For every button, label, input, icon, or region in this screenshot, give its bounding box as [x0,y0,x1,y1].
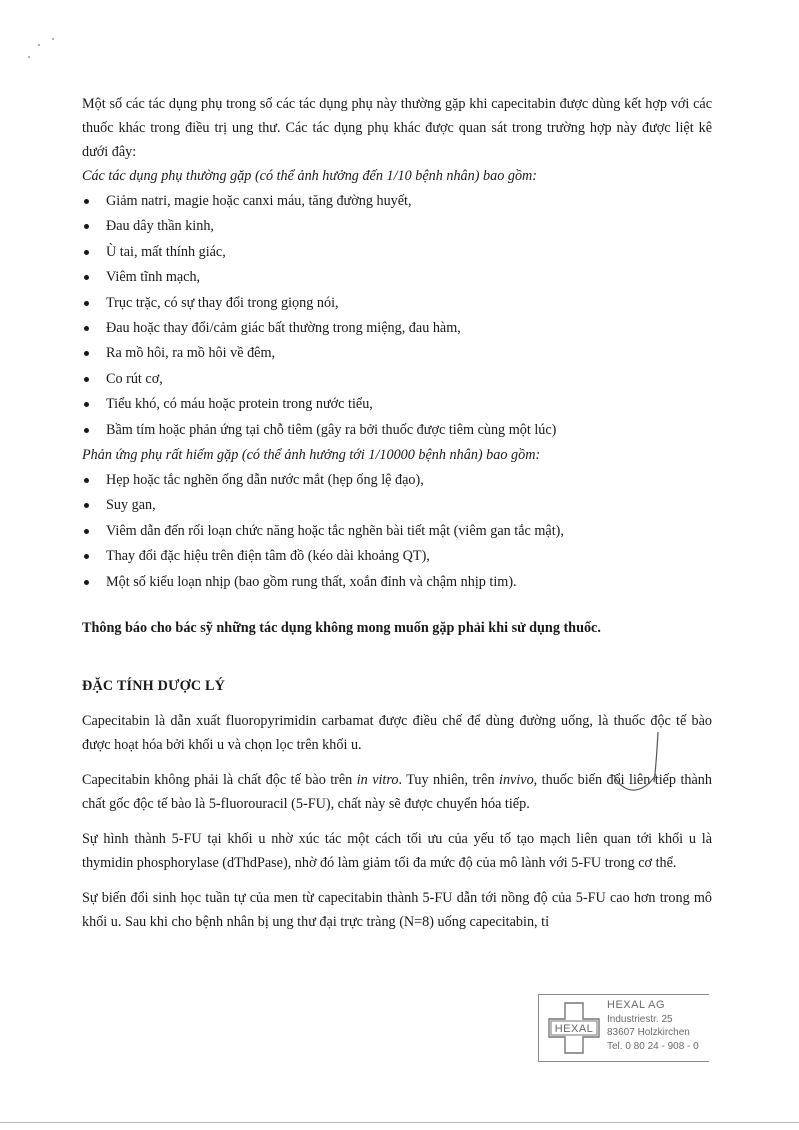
stamp-company: HEXAL AG [607,999,666,1011]
pharmacology-paragraph-4: Sự biến đổi sinh học tuần tự của men từ capecitabin thành 5-FU dẫn tới nồng độ của 5-FU cao hơn trong mô khối u. Sau khi cho bệnh nhân bị ung thư đại trực tràng (N=8) uống capecitabin, tỉ [82,890,712,931]
list-item-text: Đau hoặc thay đổi/cảm giác bất thường trong miệng, đau hàm, [106,320,461,337]
bullet-icon [84,301,89,306]
list-item [82,392,712,417]
section-heading: ĐẶC TÍNH DƯỢC LÝ [82,678,226,695]
pharmacology-paragraph-2: Capecitabin không phải là chất độc tế bào trên in vitro. Tuy nhiên, trên invivo, thuốc biến đổi liên tiếp thành chất gốc độc tế bào là 5-fluorouracil (5-FU), chất này sẽ được chuyển hóa tiếp. [82,772,712,813]
hexal-cross-logo [545,999,603,1057]
list-item-text: Viêm dẫn đến rối loạn chức năng hoặc tắc nghẽn bài tiết mật (viêm gan tắc mật), [106,522,564,539]
bullet-icon [84,224,89,229]
page-bottom-rule [0,1122,799,1123]
stamp-address [607,999,699,1053]
stamp-street: Industriestr. 25 [607,1013,673,1025]
list-item [82,240,712,265]
list-item-text: Ra mồ hôi, ra mồ hôi về đêm, [106,345,276,362]
bullet-icon [84,275,89,280]
stamp-city: 83607 Holzkirchen [607,1027,690,1038]
rare-effects-list [82,468,712,595]
list-item-text: Viêm tĩnh mạch, [106,269,201,286]
bullet-icon [84,529,89,534]
bullet-icon [84,478,89,483]
bullet-icon [84,428,89,433]
common-effects-list [82,189,712,443]
list-item-text: Co rút cơ, [106,370,163,387]
list-item-text: Tiểu khó, có máu hoặc protein trong nước tiểu, [106,396,373,413]
list-item [82,418,712,443]
list-item [82,316,712,341]
common-effects-heading: Các tác dụng phụ thường gặp (có thể ảnh hưởng đến 1/10 bệnh nhân) bao gồm: [82,168,538,184]
bullet-icon [84,377,89,382]
bullet-icon [84,250,89,255]
list-item-text: Thay đổi đặc hiệu trên điện tâm đồ (kéo dài khoảng QT), [106,548,430,565]
list-item [82,341,712,366]
list-item [82,291,712,316]
scan-speck [28,56,30,58]
bullet-icon [84,503,89,508]
list-item-text: Đau dây thần kinh, [106,218,214,235]
list-item [82,468,712,493]
pharmacology-paragraph-1: Capecitabin là dẫn xuất fluoropyrimidin carbamat được điều chế để dùng đường uống, là thuốc độc tế bào được hoạt hóa bởi khối u và chọn lọc trên khối u. [82,713,712,754]
list-item-text: Suy gan, [106,497,156,514]
list-item [82,265,712,290]
bullet-icon [84,351,89,356]
list-item [82,367,712,392]
rare-effects-heading: Phản ứng phụ rất hiếm gặp (có thể ảnh hưởng tới 1/10000 bệnh nhân) bao gồm: [82,447,541,464]
scan-speck [38,44,40,46]
list-item-text: Trục trặc, có sự thay đổi trong giọng nói, [106,294,339,311]
list-item [82,544,712,569]
bullet-icon [84,580,89,585]
doctor-notice: Thông báo cho bác sỹ những tác dụng không mong muốn gặp phải khi sử dụng thuốc. [82,620,601,637]
company-stamp [538,994,709,1062]
list-item [82,493,712,518]
document-body [82,92,712,934]
bullet-icon [84,199,89,204]
list-item [82,570,712,595]
list-item-text: Giảm natri, magie hoặc canxi máu, tăng đường huyết, [106,193,412,209]
list-item [82,189,712,214]
intro-paragraph: Một số các tác dụng phụ trong số các tác dụng phụ này thường gặp khi capecitabin được dùng kết hợp với các thuốc khác trong điều trị ung thư. Các tác dụng phụ khác được quan sát trong trường hợp này được liệt kê dưới đây: [82,96,712,160]
stamp-logo-text: HEXAL [554,1023,594,1035]
bullet-icon [84,554,89,559]
scan-speck [52,38,54,40]
bullet-icon [84,326,89,331]
list-item-text: Một số kiểu loạn nhịp (bao gồm rung thất, xoắn đỉnh và chậm nhịp tim). [106,573,517,590]
pharmacology-paragraph-3: Sự hình thành 5-FU tại khối u nhờ xúc tác một cách tối ưu của yếu tố tạo mạch liên quan tới khối u là thymidin phosphorylase (dThdPase), nhờ đó làm giảm tối đa mức độ của mô lành với 5-FU trong cơ thể. [82,831,712,872]
list-item-text: Ù tai, mất thính giác, [106,243,226,260]
bullet-icon [84,402,89,407]
pen-annotation-mark [610,730,670,800]
list-item [82,214,712,239]
list-item-text: Hẹp hoặc tắc nghẽn ống dẫn nước mắt (hẹp ống lệ đạo), [106,472,424,489]
list-item-text: Bầm tím hoặc phản ứng tại chỗ tiêm (gây ra bởi thuốc được tiêm cùng một lúc) [106,421,557,438]
stamp-phone: Tel. 0 80 24 - 908 - 0 [607,1040,699,1052]
list-item [82,519,712,544]
